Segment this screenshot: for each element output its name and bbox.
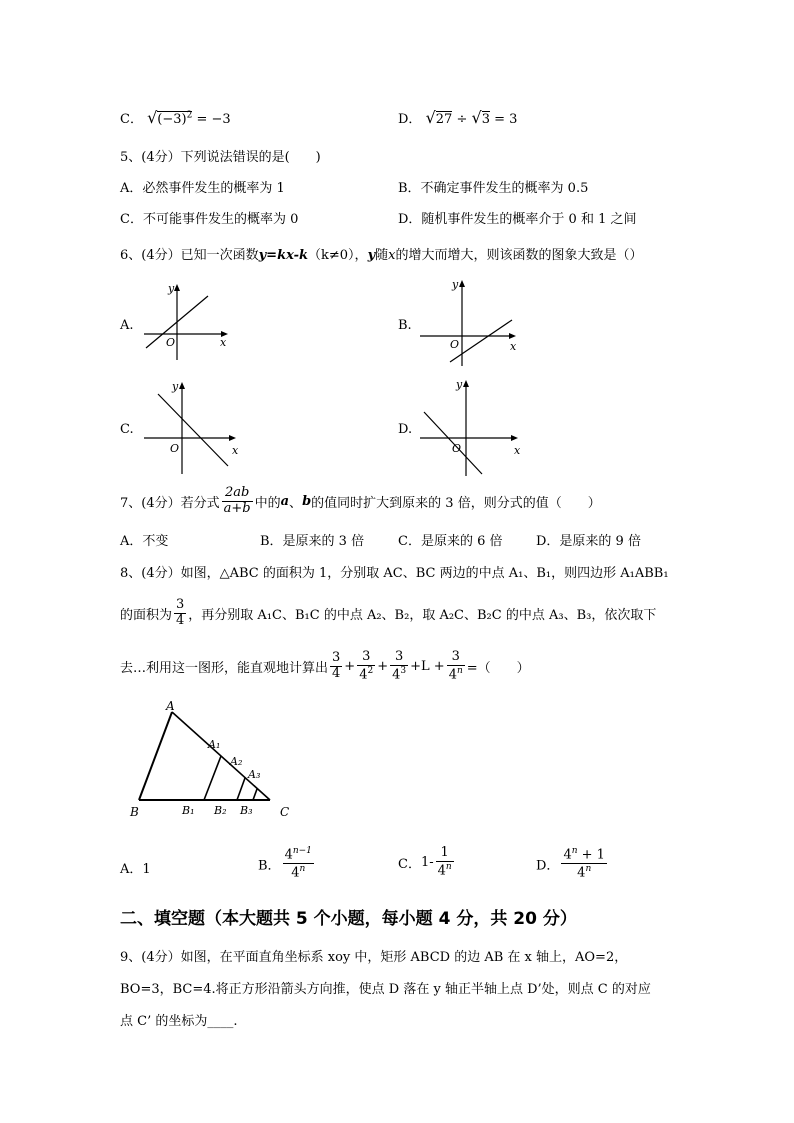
radical-sign: √ bbox=[471, 108, 482, 127]
q8-term-2 bbox=[357, 650, 375, 683]
q8-option-d-num bbox=[561, 846, 607, 864]
q8-option-b-den bbox=[283, 864, 314, 881]
x-axis-arrow bbox=[509, 333, 516, 339]
origin-label: O bbox=[170, 442, 180, 455]
q6-condition: （k≠0）， bbox=[308, 248, 368, 263]
y-axis-arrow bbox=[463, 380, 469, 387]
x-axis-label: x bbox=[220, 336, 227, 349]
q8-term-3-base: 4 bbox=[392, 667, 401, 683]
y-axis-label: y bbox=[168, 282, 175, 295]
y-axis-label: y bbox=[172, 380, 179, 393]
q8-option-c bbox=[398, 846, 456, 879]
q7-var-b: b bbox=[302, 493, 312, 509]
q8-term-n-den bbox=[447, 666, 465, 683]
q8-option-d-den-base: 4 bbox=[577, 865, 586, 881]
q9-line2: BO=3，BC=4.将正方形沿箭头方向推，使点 D 落在 y 轴正半轴上点 D’处，则点 C 的对应 bbox=[120, 982, 651, 997]
q4-option-c-rhs: = −3 bbox=[196, 112, 231, 127]
q8-term-2-num: 3 bbox=[357, 650, 375, 666]
q9-line1: 9、(4分）如图，在平面直角坐标系 xoy 中，矩形 ABCD 的边 AB 在 x 轴上，AO=2， bbox=[120, 950, 628, 965]
point-a-label: A bbox=[166, 699, 175, 713]
q4-option-d-label: D． bbox=[398, 112, 422, 127]
q8-option-d-num-exp: n bbox=[571, 846, 578, 856]
point-b3-label: B₃ bbox=[240, 804, 253, 817]
x-axis-arrow bbox=[511, 435, 518, 441]
segment-a1b1 bbox=[204, 756, 221, 800]
origin-label: O bbox=[450, 338, 460, 351]
q6-stem-mid: 随 bbox=[375, 248, 389, 263]
q4-option-d-radicand1: 27 bbox=[435, 112, 453, 127]
point-b1-label: B₁ bbox=[182, 804, 195, 817]
q8-option-c-den bbox=[436, 862, 454, 879]
q8-option-d-label: D． bbox=[536, 858, 560, 874]
q4-option-d-rhs: = 3 bbox=[494, 112, 518, 127]
q6-stem bbox=[120, 244, 643, 263]
q8-option-d-num-post: + 1 bbox=[577, 847, 605, 863]
q8-line2-pre: 的面积为 bbox=[120, 607, 173, 623]
q6-graph-a bbox=[140, 282, 230, 362]
q8-line1: 8、(4分）如图，△ABC 的面积为 1，分别取 AC、BC 两边的中点 A₁、B₁，则四边形 A₁ABB₁ bbox=[120, 566, 669, 581]
point-a1-label: A₁ bbox=[208, 738, 221, 751]
section-heading: 二、填空题（本大题共 5 个小题，每小题 4 分，共 20 分） bbox=[120, 909, 577, 929]
q8-option-c-fraction bbox=[436, 846, 454, 879]
q6-graph-c bbox=[140, 378, 240, 476]
q7-option-b: B．是原来的 3 倍 bbox=[260, 534, 365, 549]
q8-term-2-den bbox=[357, 666, 375, 683]
q4-option-d bbox=[398, 108, 517, 127]
x-axis-label: x bbox=[232, 444, 239, 457]
origin-label: O bbox=[452, 442, 462, 455]
x-axis-arrow bbox=[229, 435, 236, 441]
q8-line3 bbox=[120, 650, 530, 683]
q8-option-c-num: 1 bbox=[436, 846, 454, 862]
q8-option-c-label: C． bbox=[398, 857, 421, 873]
q8-line2 bbox=[120, 598, 656, 629]
q5-option-a: A．必然事件发生的概率为 1 bbox=[120, 181, 285, 196]
x-axis-label: x bbox=[510, 340, 517, 353]
q8-option-b-fraction bbox=[283, 846, 314, 882]
q8-line2-post: ，再分别取 A₁C、B₁C 的中点 A₂、B₂，取 A₂C、B₂C 的中点 A₃、B₃，依次取下 bbox=[188, 607, 657, 623]
q4-option-c-base: (−3) bbox=[157, 112, 187, 127]
q5-stem: 5、(4分）下列说法错误的是( ) bbox=[120, 150, 321, 165]
q7-frac-num: 2ab bbox=[222, 486, 253, 502]
q7-option-d: D．是原来的 9 倍 bbox=[536, 534, 641, 549]
q8-area-num: 3 bbox=[176, 597, 185, 612]
y-axis-arrow bbox=[459, 280, 465, 287]
q8-term-2-exp: 2 bbox=[367, 665, 374, 676]
q8-option-b-den-base: 4 bbox=[291, 865, 300, 881]
q4-option-d-radicand2: 3 bbox=[481, 112, 490, 127]
q8-option-b-label: B． bbox=[258, 858, 281, 874]
q4-option-c-radicand bbox=[157, 111, 192, 127]
q8-option-b-num-base: 4 bbox=[284, 847, 293, 863]
q4-option-c bbox=[120, 108, 231, 127]
q8-option-c-pre: 1- bbox=[420, 855, 434, 871]
q8-area-den: 4 bbox=[176, 612, 185, 628]
q8-option-d-den bbox=[561, 864, 607, 881]
q8-term-2-base: 4 bbox=[359, 667, 368, 683]
q8-triangle-figure bbox=[122, 698, 302, 824]
function-line bbox=[450, 320, 512, 362]
q8-term-3 bbox=[390, 650, 408, 683]
q8-option-c-den-base: 4 bbox=[437, 863, 446, 879]
x-axis-label: x bbox=[514, 444, 521, 457]
q8-option-b-num-exp: n−1 bbox=[292, 846, 312, 856]
q8-term-n-base: 4 bbox=[448, 667, 457, 683]
point-a2-label: A₂ bbox=[230, 755, 243, 768]
plus-sign: + bbox=[377, 659, 389, 675]
q8-option-d-fraction bbox=[561, 846, 607, 882]
plus-sign: + bbox=[344, 659, 356, 675]
point-c-label: C bbox=[280, 805, 290, 819]
q8-option-a: A．1 bbox=[120, 862, 151, 877]
q8-term-3-exp: 3 bbox=[400, 665, 407, 676]
q6-stem-post: 的增大而增大，则该函数的图象大致是（） bbox=[395, 248, 643, 263]
q6-stem-pre: 6、(4分）已知一次函数 bbox=[120, 248, 259, 263]
function-line bbox=[158, 394, 228, 466]
q8-term-1-num: 3 bbox=[332, 650, 341, 666]
q6-option-d-label: D. bbox=[398, 422, 413, 437]
q8-line3-pre: 去…利用这一图形，能直观地计算出 bbox=[120, 661, 329, 677]
q5-option-c: C．不可能事件发生的概率为 0 bbox=[120, 212, 299, 227]
q7-var-a: a bbox=[280, 493, 290, 509]
y-axis-label: y bbox=[456, 378, 463, 391]
q4-option-c-exp: 2 bbox=[186, 110, 193, 121]
q8-option-d bbox=[536, 846, 609, 882]
q8-line3-post: =（ ） bbox=[466, 661, 530, 677]
segment-a2b2 bbox=[237, 778, 245, 800]
q8-term-n-exp: n bbox=[456, 665, 463, 676]
q8-option-b bbox=[258, 846, 316, 882]
q4-option-c-label: C． bbox=[120, 112, 143, 127]
q6-option-a-label: A. bbox=[120, 318, 134, 333]
side-ab bbox=[139, 712, 172, 800]
q9-line3: 点 C’ 的坐标为____. bbox=[120, 1014, 238, 1029]
q8-term-1-den: 4 bbox=[332, 666, 341, 682]
q4-option-d-div: ÷ bbox=[456, 112, 468, 127]
origin-label: O bbox=[166, 336, 176, 349]
q8-option-b-den-exp: n bbox=[299, 864, 306, 875]
q7-frac-den: a+b bbox=[223, 500, 251, 516]
q6-graph-d bbox=[416, 374, 524, 478]
q8-term-n bbox=[447, 650, 465, 683]
y-axis-label: y bbox=[452, 278, 459, 291]
q8-area-fraction bbox=[174, 598, 186, 629]
q7-stem bbox=[120, 486, 601, 517]
q7-stem-post: 的值同时扩大到原来的 3 倍，则分式的值（ ） bbox=[311, 495, 601, 511]
segment-a3b3 bbox=[253, 789, 257, 800]
q7-sep: 、 bbox=[289, 495, 303, 511]
point-a3-label: A₃ bbox=[248, 768, 261, 781]
q5-option-d: D．随机事件发生的概率介于 0 和 1 之间 bbox=[398, 212, 637, 227]
q6-option-b-label: B. bbox=[398, 318, 412, 333]
q8-term-1 bbox=[330, 651, 342, 682]
q6-graph-b bbox=[416, 276, 520, 368]
radical-sign: √ bbox=[425, 108, 436, 127]
q8-option-d-den-exp: n bbox=[585, 864, 592, 875]
q7-option-c: C．是原来的 6 倍 bbox=[398, 534, 503, 549]
y-axis-arrow bbox=[179, 382, 185, 389]
q8-option-b-num bbox=[283, 846, 314, 864]
q6-var-x: x bbox=[388, 248, 396, 263]
radical-sign: √ bbox=[147, 108, 158, 127]
q8-ellipsis: +L + bbox=[410, 659, 445, 675]
q8-option-c-den-exp: n bbox=[445, 861, 452, 872]
q8-term-3-den bbox=[390, 666, 408, 683]
q8-term-n-num: 3 bbox=[447, 650, 465, 666]
q6-function: y=kx-k bbox=[258, 248, 309, 263]
q7-stem-mid: 中的 bbox=[254, 495, 281, 511]
q6-option-c-label: C. bbox=[120, 422, 134, 437]
q6-var-y: y bbox=[367, 248, 376, 263]
q8-option-d-num-base: 4 bbox=[563, 847, 572, 863]
q8-term-3-num: 3 bbox=[390, 650, 408, 666]
q5-option-b: B．不确定事件发生的概率为 0.5 bbox=[398, 181, 589, 196]
q7-option-a: A．不变 bbox=[120, 534, 169, 549]
q7-fraction bbox=[222, 486, 253, 517]
point-b-label: B bbox=[130, 805, 139, 819]
point-b2-label: B₂ bbox=[214, 804, 227, 817]
q7-stem-pre: 7、(4分）若分式 bbox=[120, 495, 220, 511]
